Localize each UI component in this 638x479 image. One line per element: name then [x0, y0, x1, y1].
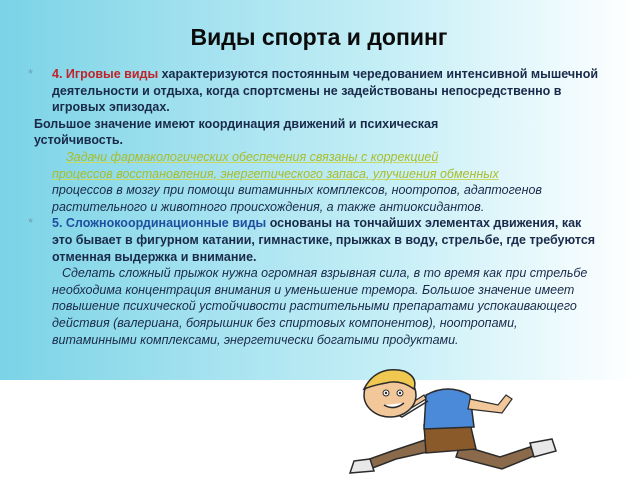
running-boy-illustration: [330, 365, 595, 479]
game-sports-text: характеризуются постоянным чередованием интенсивной мышечной деятельности и отдыха, когда спортсмены не задействованы непосредственно в игровых эпизодах.: [52, 67, 599, 115]
coordination-line-1: Большое значение имеют координация движений и психическая: [34, 116, 439, 131]
coordination-line-2: устойчивость.: [34, 133, 124, 148]
bullet-marker: *: [28, 66, 34, 81]
slide-content: [28, 66, 604, 348]
pharmacology-rest: процессов в мозгу при помощи витаминных комплексов, ноотропов, адаптогенов растительного и животного происхождения, а также антиоксидантов.: [52, 183, 542, 214]
coordination-sports-lead: 5. Сложнокоординационные виды: [52, 216, 267, 231]
slide-title: Виды спорта и допинг: [190, 24, 448, 50]
paragraph-pharmacology: [34, 149, 604, 215]
game-sports-lead: 4. Игровые виды: [52, 67, 159, 81]
paragraph-game-sports: [28, 66, 604, 116]
paragraph-jump-shooting: Сделать сложный прыжок нужна огромная взрывная сила, в то время как при стрельбе необходима концентрация внимания и уменьшение тремора. Большое значение имеет повышение психической устойчивости растительными препаратами успокаивающего действия (валериана, боярышник без спиртовых компонентов), ноотропами, витаминными комплексами, энергетически богатыми продуктами.: [52, 266, 588, 347]
pharmacology-faint-line-2: процессов восстановления, энергетического запаса, улучшения обменных: [52, 166, 499, 181]
bullet-marker: *: [28, 215, 34, 231]
pharmacology-faint-line-1: Задачи фармакологических обеспечения связаны с коррекцией: [66, 149, 439, 164]
paragraph-coordination-sports: [28, 215, 604, 265]
coordination-sports-text: основаны на тончайших элементах движения, как это бывает в фигурном катании, гимнастике, прыжках в воду, стрельбе, где требуются отменная выдержка и внимание.: [52, 216, 596, 264]
